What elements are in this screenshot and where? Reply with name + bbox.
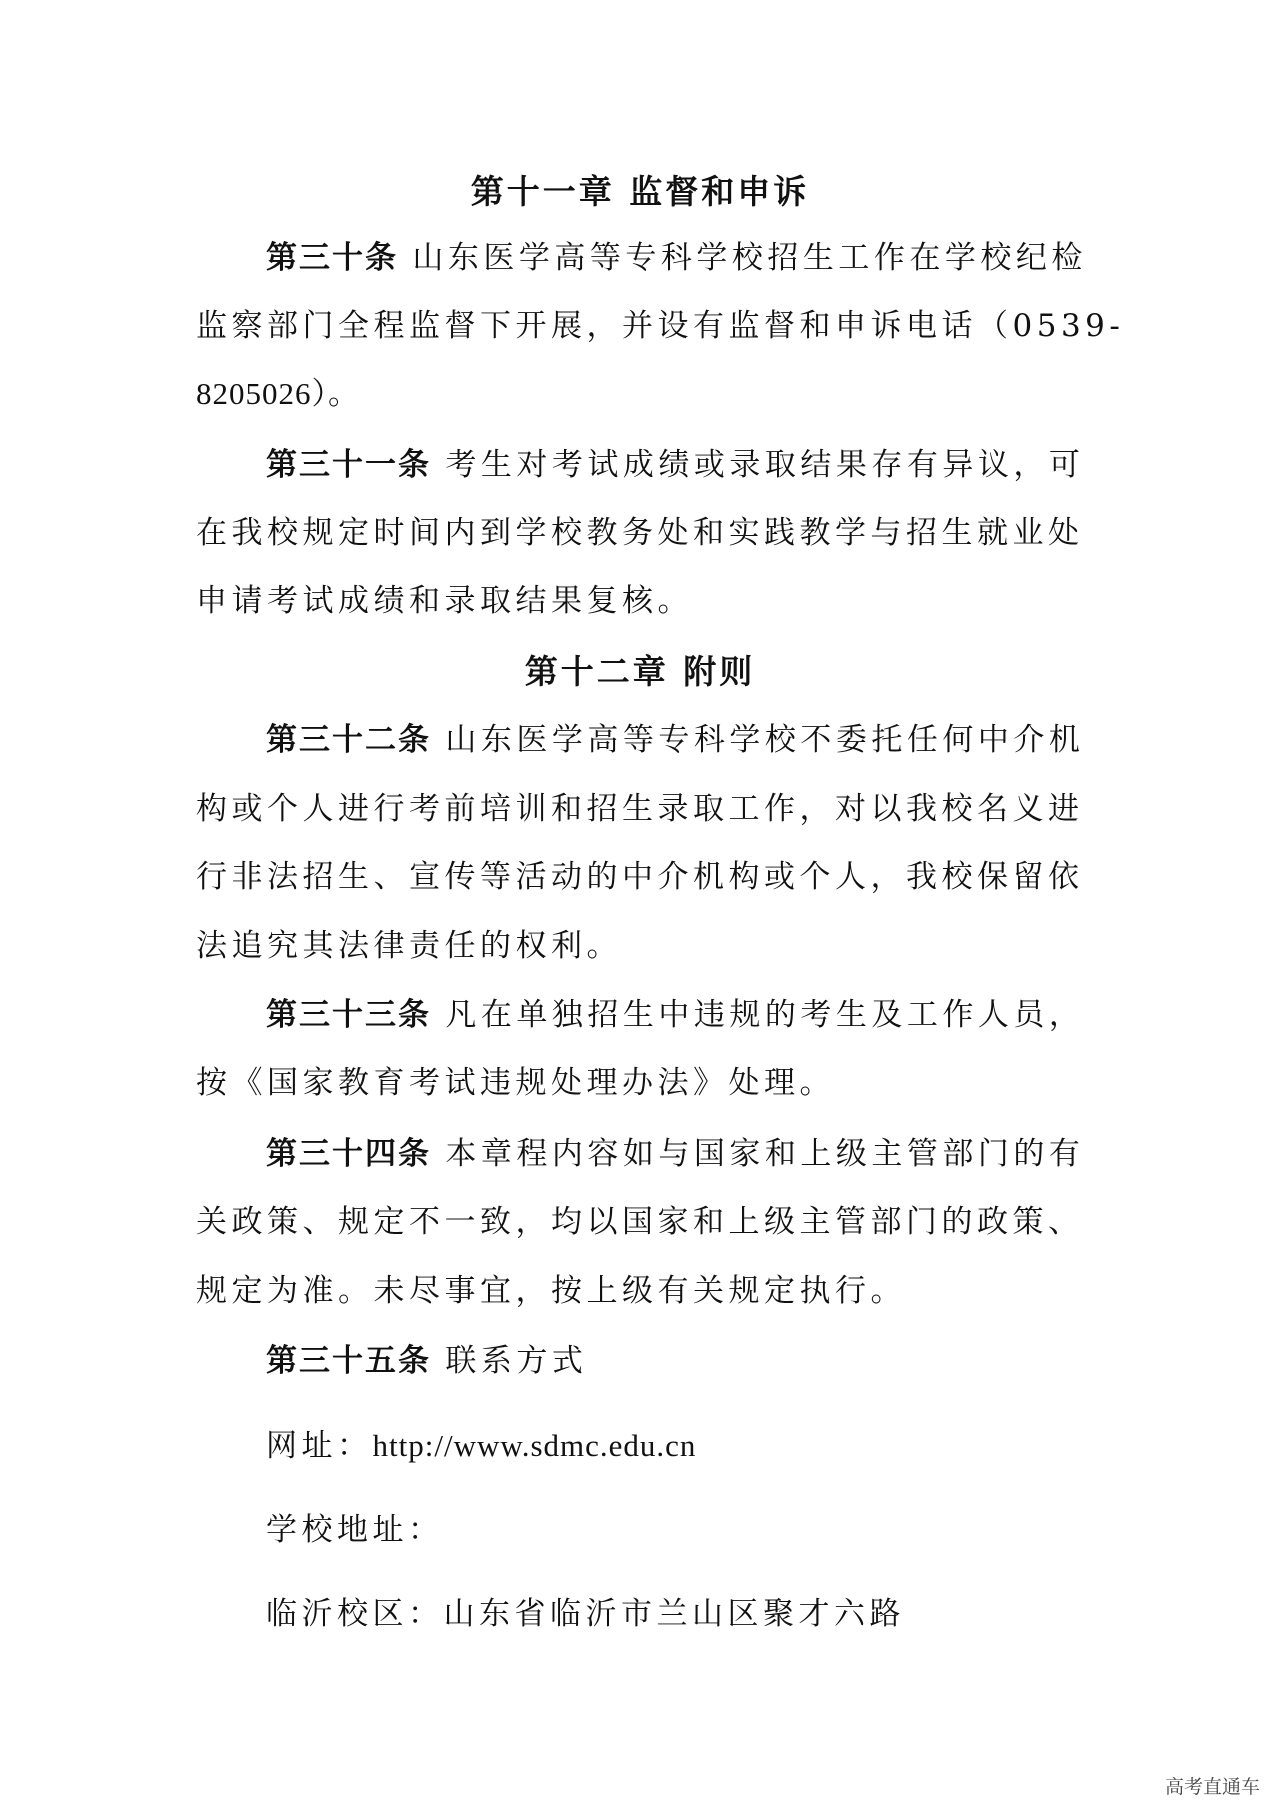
article-35-lead: 第三十五条: [266, 1343, 431, 1379]
article-32-line-3: 行非法招生、宣传等活动的中介机构或个人，我校保留依: [196, 859, 1084, 895]
address-label: 学校地址：: [266, 1512, 444, 1548]
article-33-lead: 第三十三条: [266, 997, 431, 1033]
linyi-campus-label: 临沂校区：: [266, 1596, 444, 1632]
article-31-line-3: 申请考试成绩和录取结果复核。: [196, 583, 693, 619]
article-30-line-3: 8205026）。: [196, 376, 360, 411]
article-34-line-3: 规定为准。未尽事宜，按上级有关规定执行。: [196, 1273, 906, 1309]
linyi-campus-address: 山东省临沂市兰山区聚才六路: [443, 1596, 905, 1632]
article-31-line-1: 第三十一条 考生对考试成绩或录取结果存有异议，可: [266, 447, 1085, 483]
article-31-lead: 第三十一条: [266, 447, 431, 483]
article-30-line-2: 监察部门全程监督下开展，并设有监督和申诉电话（0539-: [196, 308, 1125, 344]
article-34-lead: 第三十四条: [266, 1136, 431, 1172]
website-label: 网址：: [266, 1428, 373, 1464]
website-line: [266, 1426, 1086, 1466]
article-32-line-2: 构或个人进行考前培训和招生录取工作，对以我校名义进: [196, 791, 1084, 827]
chapter-12-title: 第十二章 附则: [524, 652, 756, 691]
article-31-line-2: 在我校规定时间内到学校教务处和实践教学与招生就业处: [196, 515, 1084, 551]
article-30-lead: 第三十条: [266, 240, 398, 276]
website-link[interactable]: http://www.sdmc.edu.cn: [372, 1428, 697, 1463]
watermark: 高考直通车: [1164, 1776, 1260, 1798]
article-34-line-1: 第三十四条 本章程内容如与国家和上级主管部门的有: [266, 1136, 1085, 1172]
linyi-campus-line: [266, 1594, 1086, 1634]
article-33-line-1: 第三十三条 凡在单独招生中违规的考生及工作人员，: [266, 997, 1085, 1033]
article-32-line-4: 法追究其法律责任的权利。: [196, 928, 622, 964]
article-34-line-2: 关政策、规定不一致，均以国家和上级主管部门的政策、: [196, 1204, 1084, 1240]
chapter-11-title: 第十一章 监督和申诉: [470, 172, 810, 211]
article-33-line-2: 按《国家教育考试违规处理办法》处理。: [196, 1065, 835, 1101]
article-32-lead: 第三十二条: [266, 722, 431, 758]
article-35-line-1: 第三十五条 联系方式: [266, 1343, 588, 1379]
article-30-line-1: 第三十条 山东医学高等专科学校招生工作在学校纪检: [266, 240, 1087, 276]
article-32-line-1: 第三十二条 山东医学高等专科学校不委托任何中介机: [266, 722, 1085, 758]
